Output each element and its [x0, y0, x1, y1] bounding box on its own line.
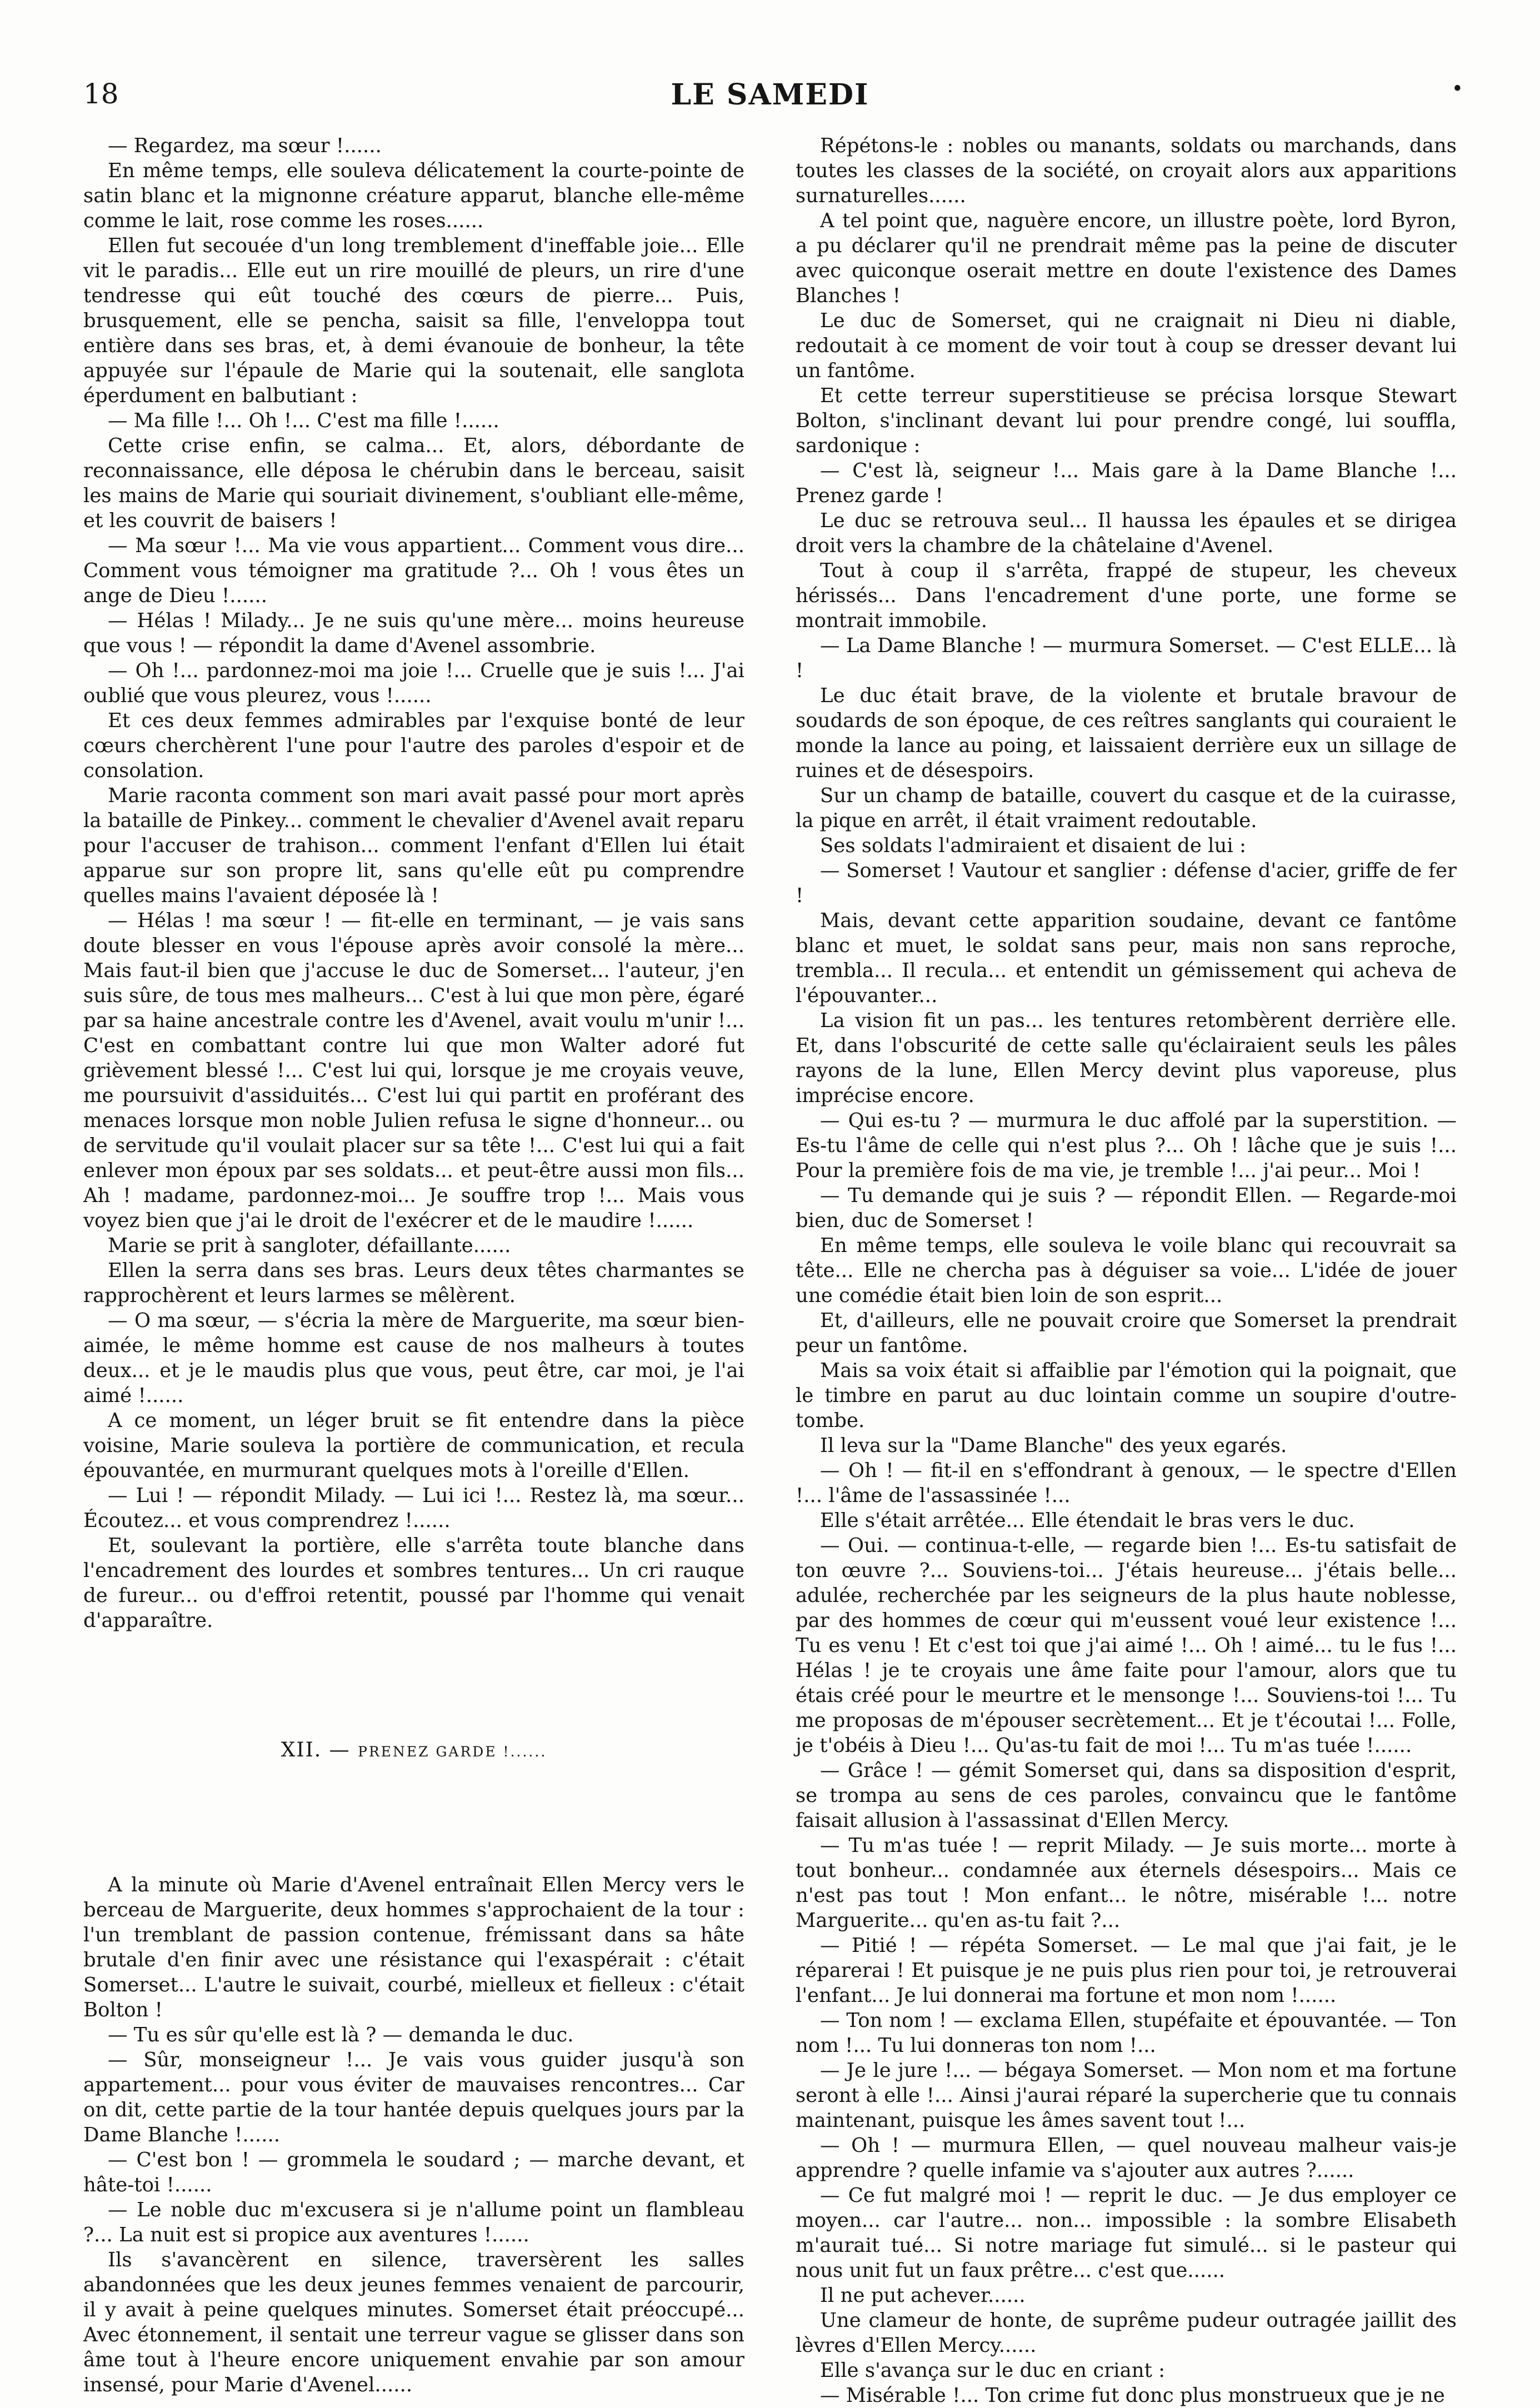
paragraph: — Hélas ! ma sœur ! — fit-elle en terminant, — je vais sans doute blesser en vous l'épouse après avoir consolé la mère... Mais faut-il bien que j'accuse le duc de Somerset... l'auteur, j'en suis sûre, de tous mes malheurs... C'est à lui que mon père, égaré par sa haine ancestrale contre les d'Avenel, avait voulu m'unir !... C'est en combattant contre lui que mon Walter adoré fut grièvement blessé !... C'est lui qui, lorsque je me croyais veuve, me poursuivit d'assiduités... C'est lui qui partit en proférant des menaces lorsque mon noble Julien refusa le signe d'honneur... ou de servitude qu'il voulait placer sur sa tête !... C'est lui qui a fait enlever mon époux par ses soldats... et peut-être aussi mon fils... Ah ! madame, pardonnez-moi... Je souffre trop !... Mais vous voyez bien que j'ai le droit de l'exécrer et de le maudire !...... — [83, 909, 744, 1232]
paragraph: — Regardez, ma sœur !...... — [108, 134, 382, 157]
paragraph: — Le noble duc m'excusera si je n'allume point un flambleau ?... La nuit est si propice aux aventures !...... — [83, 2199, 744, 2246]
paragraph: — Oh ! — fit-il en s'effondrant à genoux, — le spectre d'Ellen !... l'âme de l'assassinée !... — [796, 1459, 1457, 1507]
paragraph: — Oh !... pardonnez-moi ma joie !... Cruelle que je suis !... J'ai oublié que vous pleurez, vous !...... — [83, 659, 744, 707]
paragraph: Ses soldats l'admiraient et disaient de lui : — [820, 834, 1246, 857]
paragraph: Répétons-le : nobles ou manants, soldats ou marchands, dans toutes les classes de la société, on croyait alors aux apparitions surnaturelles...... — [796, 134, 1457, 207]
paragraph: La vision fit un pas... les tentures retombèrent derrière elle. Et, dans l'obscurité de cette salle qu'éclairaient seuls les pâles rayons de la lune, Ellen Mercy devint plus vaporeuse, plus imprécise encore. — [796, 1009, 1457, 1107]
paragraph: A la minute où Marie d'Avenel entraînait Ellen Mercy vers le berceau de Marguerite, deux hommes s'approchaient de la tour : l'un tremblant de passion contenue, frémissant dans sa hâte brutale d'en finir avec une résistance qui l'exaspérait : c'était Somerset... L'autre le suivait, courbé, mielleux et fielleux : c'était Bolton ! — [83, 1874, 744, 2021]
paragraph: — Lui ! — répondit Milady. — Lui ici !... Restez là, ma sœur... Écoutez... et vous comprendrez !...... — [83, 1484, 744, 1532]
paragraph: — Misérable !... Ton crime fut donc plus monstrueux que je ne — [820, 2384, 1445, 2407]
paragraph: Mais sa voix était si affaiblie par l'émotion qui la poignait, que le timbre en parut au duc lointain comme un soupire d'outre-tombe. — [796, 1359, 1457, 1432]
paragraph: Il ne put achever...... — [820, 2284, 1026, 2307]
paragraph: Ellen fut secouée d'un long tremblement d'ineffable joie... Elle vit le paradis... Elle eut un rire mouillé de pleurs, un rire d'une tendresse qui eût touché des cœurs de pierre... Puis, brusquement, elle se pencha, saisit sa fille, l'enveloppa tout entière dans ses bras, et, à demi évanouie de bonheur, la tête appuyée sur l'épaule de Marie qui la soutenait, elle sanglota éperdument en balbutiant : — [83, 234, 744, 407]
page-number: 18 — [83, 78, 119, 110]
paragraph: — O ma sœur, — s'écria la mère de Marguerite, ma sœur bien-aimée, le même homme est cause de nos malheurs à toutes deux... et je le maudis plus que vous, peut être, car moi, je l'ai aimé !...... — [83, 1309, 744, 1407]
section-heading-title: PRENEZ GARDE !...... — [358, 1744, 547, 1760]
running-title: LE SAMEDI — [671, 78, 869, 112]
paragraph: — Hélas ! Milady... Je ne suis qu'une mère... moins heureuse que vous ! — répondit la dame d'Avenel assombrie. — [83, 609, 744, 657]
paragraph: — Ce fut malgré moi ! — reprit le duc. — Je dus employer ce moyen... car l'autre... non... impossible : la sombre Elisabeth m'aurait tué... Si notre mariage fut simulé... si le pasteur qui nous unit fut un faux prêtre... c'est que...... — [796, 2184, 1457, 2282]
paragraph: En même temps, elle souleva délicatement la courte-pointe de satin blanc et la mignonne créature apparut, blanche elle-même comme le lait, rose comme les roses...... — [83, 159, 744, 232]
paragraph: Et, d'ailleurs, elle ne pouvait croire que Somerset la prendrait peur un fantôme. — [796, 1309, 1457, 1357]
paragraph: Elle s'était arrêtée... Elle étendait le bras vers le duc. — [820, 1509, 1355, 1532]
paragraph: — Ma fille !... Oh !... C'est ma fille !...... — [108, 409, 499, 432]
paragraph: Ellen la serra dans ses bras. Leurs deux têtes charmantes se rapprochèrent et leurs larmes se mêlèrent. — [83, 1259, 744, 1307]
paragraph: Le duc de Somerset, qui ne craignait ni Dieu ni diable, redoutait à ce moment de voir tout à coup se dresser devant lui un fantôme. — [796, 309, 1457, 382]
paragraph: Sur un champ de bataille, couvert du casque et de la cuirasse, la pique en arrêt, il était vraiment redoutable. — [796, 784, 1457, 832]
section-heading — [83, 1739, 744, 1761]
left-column-text-after — [83, 1873, 744, 2397]
paragraph: — Oh ! — murmura Ellen, — quel nouveau malheur vais-je apprendre ? quelle infamie va s'ajouter aux autres ?...... — [796, 2134, 1457, 2182]
paragraph: Elle s'avança sur le duc en criant : — [820, 2359, 1166, 2382]
paragraph: — La Dame Blanche ! — murmura Somerset. — C'est ELLE... là ! — [796, 634, 1457, 682]
right-column — [796, 133, 1457, 2408]
left-column — [83, 133, 744, 2408]
paragraph: — Tu es sûr qu'elle est là ? — demanda le duc. — [108, 2024, 574, 2046]
corner-mark: • — [1451, 78, 1463, 101]
paragraph: — Somerset ! Vautour et sanglier : défense d'acier, griffe de fer ! — [796, 859, 1457, 907]
paragraph: — Qui es-tu ? — murmura le duc affolé par la superstition. — Es-tu l'âme de celle qui n'est plus ?... Oh ! lâche que je suis !... Pour la première fois de ma vie, je tremble !... j'ai peur... Moi ! — [796, 1109, 1457, 1182]
paragraph: A tel point que, naguère encore, un illustre poète, lord Byron, a pu déclarer qu'il ne prendrait même pas la peine de discuter avec quiconque oserait mettre en doute l'existence des Dames Blanches ! — [796, 209, 1457, 307]
paragraph: Mais, devant cette apparition soudaine, devant ce fantôme blanc et muet, le soldat sans peur, mais non sans reproche, trembla... Il recula... et entendit un gémissement qui acheva de l'épouvanter... — [796, 909, 1457, 1007]
page-header — [83, 78, 1463, 117]
paragraph: — C'est bon ! — grommela le soudard ; — marche devant, et hâte-toi !...... — [83, 2149, 744, 2196]
paragraph: — Tu demande qui je suis ? — répondit Ellen. — Regarde-moi bien, duc de Somerset ! — [796, 1184, 1457, 1232]
paragraph: — Oui. — continua-t-elle, — regarde bien !... Es-tu satisfait de ton œuvre ?... Souviens-toi... J'étais heureuse... j'étais belle... adulée, recherchée par les seigneurs de la plus haute noblesse, par des hommes de cœur qui m'eussent voué leur existence !... Tu es venu ! Et c'est toi que j'ai aimé !... Oh ! aimé... tu le fus !... Hélas ! je te croyais une âme faite pour l'amour, alors que tu étais créé pour le meurtre et le mensonge !... Souviens-toi !... Tu me proposas de m'épouser secrètement... Et je t'écoutai !... Folle, je t'obéis à Dieu !... Qu'as-tu fait de moi !... Tu m'as tuée !...... — [796, 1534, 1457, 1757]
paragraph: — Ton nom ! — exclama Ellen, stupéfaite et épouvantée. — Ton nom !... Tu lui donneras ton nom !... — [796, 2009, 1457, 2057]
paragraph: Et, soulevant la portière, elle s'arrêta toute blanche dans l'encadrement des lourdes et sombres tentures... Un cri rauque de fureur... ou d'effroi retentit, poussé par l'homme qui venait d'apparaître. — [83, 1534, 744, 1632]
paragraph: En même temps, elle souleva le voile blanc qui recouvrait sa tête... Elle ne chercha pas à déguiser sa voie... L'idée de jouer une comédie était bien loin de son esprit... — [796, 1234, 1457, 1307]
paragraph: Marie raconta comment son mari avait passé pour mort après la bataille de Pinkey... comment le chevalier d'Avenel avait reparu pour l'accuser de trahison... comment l'enfant d'Ellen lui était apparue sur son propre lit, sans qu'elle eût pu comprendre quelles mains l'avaient déposée là ! — [83, 784, 744, 907]
paragraph: — Sûr, monseigneur !... Je vais vous guider jusqu'à son appartement... pour vous éviter de mauvaises rencontres... Car on dit, cette partie de la tour hantée depuis quelques jours par la Dame Blanche !...... — [83, 2049, 744, 2146]
paragraph: — Ma sœur !... Ma vie vous appartient... Comment vous dire... Comment vous témoigner ma gratitude ?... Oh ! vous êtes un ange de Dieu !...... — [83, 534, 744, 607]
paragraph: Le duc se retrouva seul... Il haussa les épaules et se dirigea droit vers la chambre de la châtelaine d'Avenel. — [796, 509, 1457, 557]
paragraph: Ils s'avancèrent en silence, traversèrent les salles abandonnées que les deux jeunes femmes venaient de parcourir, il y avait à peine quelques minutes. Somerset était préoccupé... Avec étonnement, il sentait une terreur vague se glisser dans son âme tout à l'heure encore uniquement envahie par son amour insensé, pour Marie d'Avenel...... — [83, 2249, 744, 2396]
paragraph: Cette crise enfin, se calma... Et, alors, débordante de reconnaissance, elle déposa le chérubin dans le berceau, saisit les mains de Marie qui souriait divinement, s'oubliant elle-même, et les couvrit de baisers ! — [83, 434, 744, 532]
paragraph: A ce moment, un léger bruit se fit entendre dans la pièce voisine, Marie souleva la portière de communication, et recula épouvantée, en murmurant quelques mots à l'oreille d'Ellen. — [83, 1409, 744, 1482]
paragraph: — Je le jure !... — bégaya Somerset. — Mon nom et ma fortune seront à elle !... Ainsi j'aurai réparé la supercherie que tu connais maintenant, puisque les âmes savent tout !... — [796, 2059, 1457, 2132]
paragraph: Et cette terreur superstitieuse se précisa lorsque Stewart Bolton, s'inclinant devant lui pour prendre congé, lui souffla, sardonique : — [796, 384, 1457, 457]
paragraph: Une clameur de honte, de suprême pudeur outragée jaillit des lèvres d'Ellen Mercy...... — [796, 2309, 1457, 2357]
paragraph: Tout à coup il s'arrêta, frappé de stupeur, les cheveux hérissés... Dans l'encadrement d'une porte, une forme se montrait immobile. — [796, 559, 1457, 632]
paragraph: — Tu m'as tuée ! — reprit Milady. — Je suis morte... morte à tout bonheur... condamnée aux éternels désespoirs... Mais ce n'est pas tout ! Mon enfant... le nôtre, misérable !... notre Marguerite... qu'en as-tu fait ?... — [796, 1834, 1457, 1932]
section-heading-prefix: XII. — — [281, 1739, 358, 1761]
left-column-text-before — [83, 133, 744, 1633]
text-columns — [83, 133, 1457, 2408]
paragraph: — Pitié ! — répéta Somerset. — Le mal que j'ai fait, je le réparerai ! Et puisque je ne puis plus rien pour toi, je retrouverai l'enfant... Je lui donnerai ma fortune et mon nom !...... — [796, 1934, 1457, 2007]
paragraph: Marie se prit à sangloter, défaillante...... — [108, 1234, 511, 1257]
right-column-text — [796, 133, 1457, 2408]
paragraph: Il leva sur la "Dame Blanche" des yeux egarés. — [820, 1434, 1287, 1457]
paragraph: — C'est là, seigneur !... Mais gare à la Dame Blanche !... Prenez garde ! — [796, 459, 1457, 507]
paragraph: — Grâce ! — gémit Somerset qui, dans sa disposition d'esprit, se trompa au sens de ces paroles, convaincu que le fantôme faisait allusion à l'assassinat d'Ellen Mercy. — [796, 1759, 1457, 1832]
paragraph: Et ces deux femmes admirables par l'exquise bonté de leur cœurs cherchèrent l'une pour l'autre des paroles d'espoir et de consolation. — [83, 709, 744, 782]
paragraph: Le duc était brave, de la violente et brutale bravour de soudards de son époque, de ces reîtres sanglants qui couraient le monde la lance au poing, et laissaient derrière eux un sillage de ruines et de désespoirs. — [796, 684, 1457, 782]
